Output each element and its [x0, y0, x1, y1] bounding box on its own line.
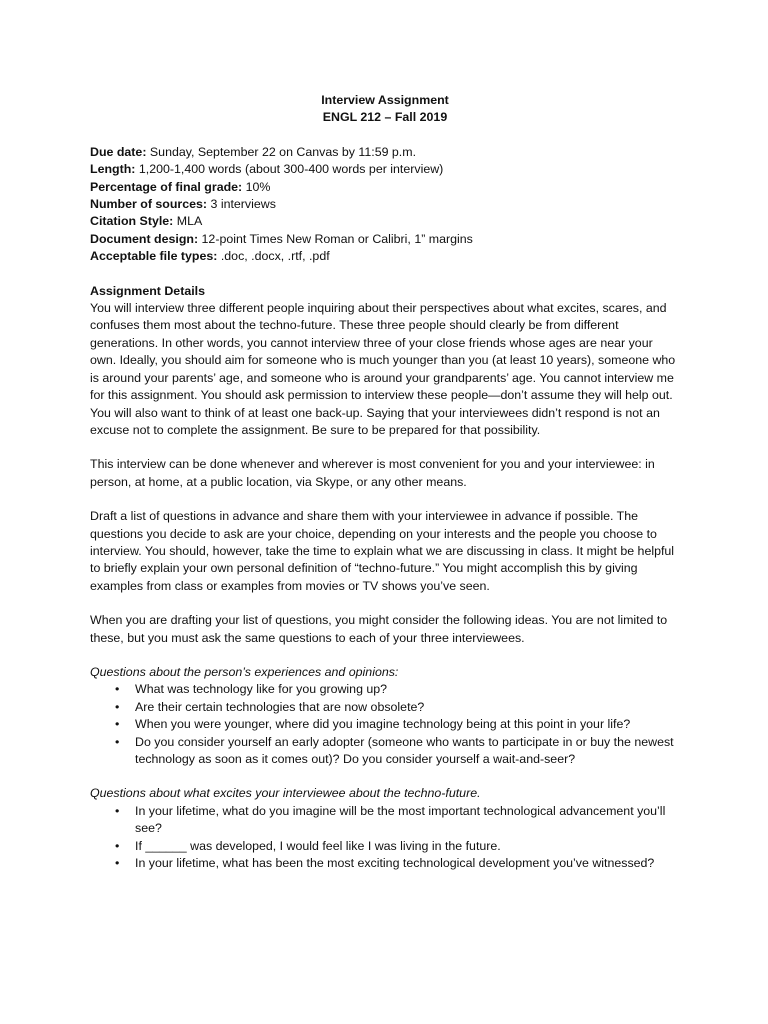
meta-label: Number of sources: — [90, 197, 208, 212]
meta-file-types — [90, 248, 680, 265]
question-text: If ______ was developed, I would feel like I was living in the future. — [135, 838, 501, 853]
question-text: In your lifetime, what has been the most exciting technological development you’ve witnessed? — [135, 856, 655, 871]
course-title: ENGL 212 – Fall 2019 — [322, 110, 448, 125]
meta-value: Sunday, September 22 on Canvas by 11:59 p.m. — [146, 144, 417, 159]
list-item — [90, 734, 680, 769]
meta-label: Length: — [90, 162, 136, 177]
question-group-heading: Questions about what excites your interviewee about the techno-future. — [90, 786, 481, 801]
list-item — [90, 803, 680, 838]
meta-value: 12-point Times New Roman or Calibri, 1” margins — [198, 231, 473, 246]
meta-label: Citation Style: — [90, 214, 174, 229]
meta-value: 3 interviews — [207, 197, 276, 212]
question-group-heading: Questions about the person’s experiences and opinions: — [90, 664, 399, 679]
meta-length — [90, 161, 680, 178]
bullet-icon: • — [115, 803, 120, 818]
bullet-icon: • — [115, 838, 120, 853]
bullet-icon: • — [115, 856, 120, 871]
meta-document-design — [90, 231, 680, 248]
question-list — [90, 681, 680, 768]
meta-value: .doc, .docx, .rtf, .pdf — [217, 249, 330, 264]
details-paragraph: You will interview three different people inquiring about their perspectives about what excites, scares, and confuses them most about the techno-future. These three people should clearly be from different generations. In other words, you cannot interview three of your close friends whose ages are near your own. Ideally, you should aim for someone who is much younger than you (at least 10 years), someone who is around your parents’ age, and someone who is around your grandparents’ age. You cannot interview me for this assignment. You should ask permission to interview these people—don’t assume they will help out. You will also want to think of at least one back-up. Saying that your interviewees didn’t respond is not an excuse not to complete the assignment. Be sure to be prepared for that possibility. — [90, 301, 676, 437]
details-paragraph: Draft a list of questions in advance and share them with your interviewee in advance if possible. The questions you decide to ask are your choice, depending on your interests and the people you choose to interview. You should, however, take the time to explain what we are discussing in class. It might be helpful to briefly explain your own personal definition of “techno-future.” You might accomplish this by giving examples from class or examples from movies or TV shows you’ve seen. — [90, 509, 675, 593]
meta-citation-style — [90, 213, 680, 230]
meta-label: Due date: — [90, 144, 147, 159]
bullet-icon: • — [115, 734, 120, 749]
document-title: Interview Assignment — [321, 93, 449, 107]
assignment-meta — [90, 144, 680, 266]
list-item — [90, 699, 680, 716]
title-block — [90, 92, 680, 127]
document-page — [90, 92, 680, 889]
meta-due-date — [90, 144, 680, 161]
meta-percentage — [90, 179, 680, 196]
question-text: What was technology like for you growing up? — [135, 682, 388, 697]
bullet-icon: • — [115, 682, 120, 697]
meta-label: Acceptable file types: — [90, 249, 218, 264]
meta-value: 1,200-1,400 words (about 300-400 words per interview) — [135, 162, 444, 177]
question-text: Are their certain technologies that are now obsolete? — [135, 699, 425, 714]
question-list — [90, 803, 680, 873]
bullet-icon: • — [115, 699, 120, 714]
list-item — [90, 838, 680, 855]
list-item — [90, 716, 680, 733]
meta-value: MLA — [173, 214, 203, 229]
details-paragraph: When you are drafting your list of questions, you might consider the following ideas. You are not limited to these, but you must ask the same questions to each of your three interviewees. — [90, 613, 668, 645]
meta-sources — [90, 196, 680, 213]
question-text: When you were younger, where did you imagine technology being at this point in your life? — [135, 717, 631, 732]
section-heading: Assignment Details — [90, 283, 205, 298]
bullet-icon: • — [115, 717, 120, 732]
question-text: In your lifetime, what do you imagine will be the most important technological advancement you’ll see? — [135, 803, 666, 836]
meta-label: Percentage of final grade: — [90, 179, 243, 194]
list-item — [90, 681, 680, 698]
meta-value: 10% — [242, 179, 271, 194]
list-item — [90, 855, 680, 872]
question-text: Do you consider yourself an early adopter (someone who wants to participate in or buy the newest technology as soon as it comes out)? Do you consider yourself a wait-and-seer? — [135, 734, 674, 766]
meta-label: Document design: — [90, 231, 199, 246]
details-paragraph: This interview can be done whenever and wherever is most convenient for you and your interviewee: in person, at home, at a public location, via Skype, or any other means. — [90, 457, 655, 489]
